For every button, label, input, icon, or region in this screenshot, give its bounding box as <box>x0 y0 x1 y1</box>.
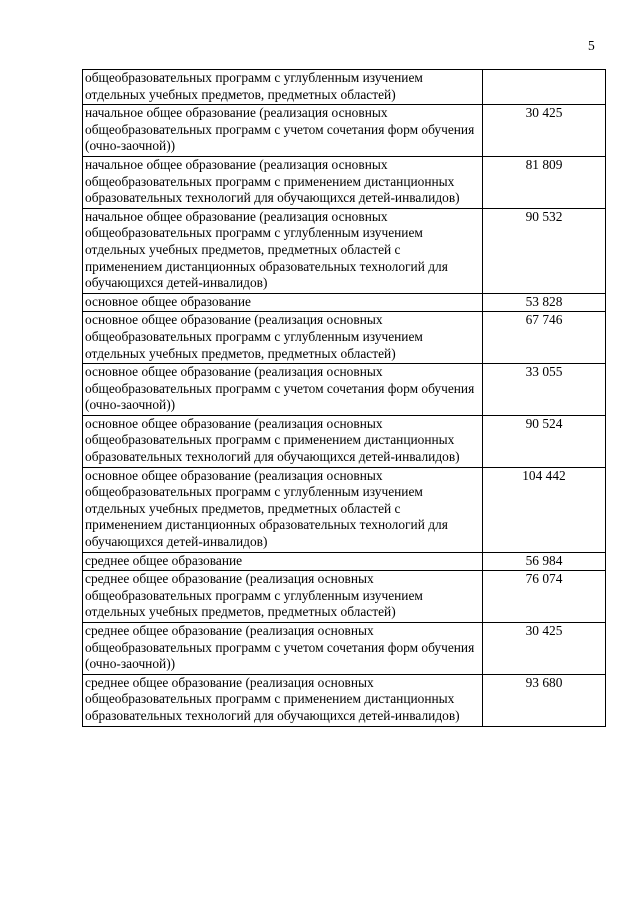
row-description: основное общее образование (реализация основных общеобразовательных программ с углубленным изучением отдельных учебных предметов, предметных областей) <box>83 312 483 364</box>
row-description: среднее общее образование (реализация основных общеобразовательных программ с применением дистанционных образовательных технологий для обучающихся детей-инвалидов) <box>83 674 483 726</box>
row-value: 33 055 <box>483 364 606 416</box>
table-row <box>83 156 606 208</box>
row-value: 30 425 <box>483 623 606 675</box>
table-row <box>83 415 606 467</box>
row-value: 81 809 <box>483 156 606 208</box>
row-description: основное общее образование (реализация основных общеобразовательных программ с применением дистанционных образовательных технологий для обучающихся детей-инвалидов) <box>83 415 483 467</box>
row-value: 67 746 <box>483 312 606 364</box>
row-description: среднее общее образование <box>83 552 483 571</box>
row-value: 53 828 <box>483 293 606 312</box>
row-description: среднее общее образование (реализация основных общеобразовательных программ с учетом сочетания форм обучения (очно-заочной)) <box>83 623 483 675</box>
table-row <box>83 293 606 312</box>
table-row <box>83 467 606 552</box>
row-description: общеобразовательных программ с углубленным изучением отдельных учебных предметов, предметных областей) <box>83 70 483 105</box>
row-description: основное общее образование (реализация основных общеобразовательных программ с учетом сочетания форм обучения (очно-заочной)) <box>83 364 483 416</box>
table-row <box>83 674 606 726</box>
row-value: 90 532 <box>483 208 606 293</box>
table-row <box>83 364 606 416</box>
row-description: основное общее образование <box>83 293 483 312</box>
table-row <box>83 552 606 571</box>
row-description: начальное общее образование (реализация основных общеобразовательных программ с углубленным изучением отдельных учебных предметов, предметных областей с применением дистанционных образовательных технологий для обучающихся детей-инвалидов) <box>83 208 483 293</box>
table-row <box>83 105 606 157</box>
row-value: 93 680 <box>483 674 606 726</box>
row-value: 30 425 <box>483 105 606 157</box>
row-description: основное общее образование (реализация основных общеобразовательных программ с углубленным изучением отдельных учебных предметов, предметных областей с применением дистанционных образовательных технологий для обучающихся детей-инвалидов) <box>83 467 483 552</box>
table-row <box>83 571 606 623</box>
table-row <box>83 70 606 105</box>
page-number: 5 <box>588 38 595 53</box>
table-row <box>83 623 606 675</box>
row-value: 76 074 <box>483 571 606 623</box>
row-description: среднее общее образование (реализация основных общеобразовательных программ с углубленным изучением отдельных учебных предметов, предметных областей) <box>83 571 483 623</box>
row-value: 90 524 <box>483 415 606 467</box>
cost-table <box>82 69 606 727</box>
table-row <box>83 312 606 364</box>
row-description: начальное общее образование (реализация основных общеобразовательных программ с учетом сочетания форм обучения (очно-заочной)) <box>83 105 483 157</box>
row-description: начальное общее образование (реализация основных общеобразовательных программ с применением дистанционных образовательных технологий для обучающихся детей-инвалидов) <box>83 156 483 208</box>
table-row <box>83 208 606 293</box>
row-value: 56 984 <box>483 552 606 571</box>
row-value: 104 442 <box>483 467 606 552</box>
row-value <box>483 70 606 105</box>
